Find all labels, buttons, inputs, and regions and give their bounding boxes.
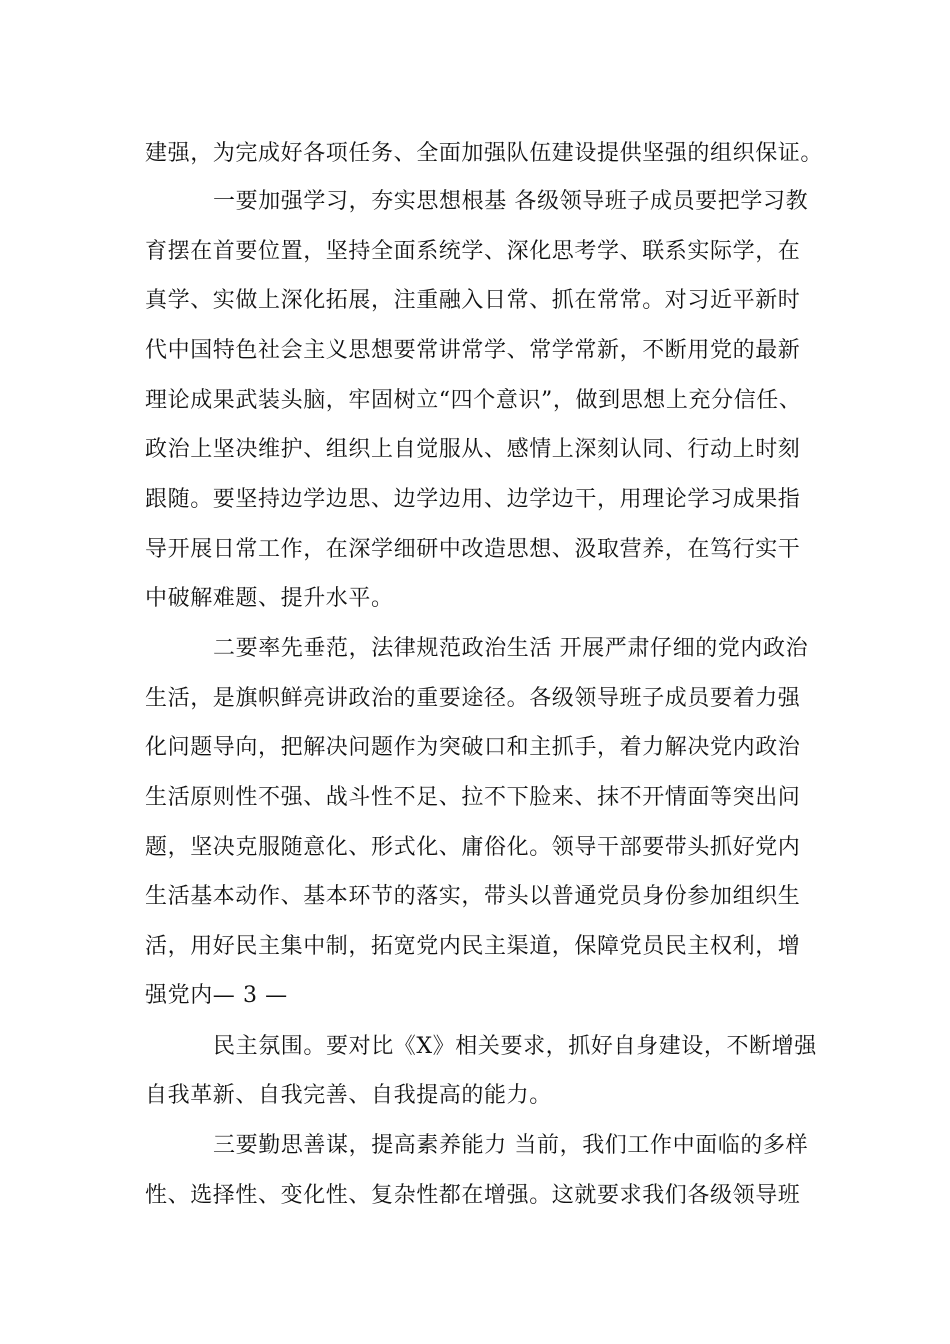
text-line: 理论成果武装头脑，牢固树立“四个意识”，做到思想上充分信任、 bbox=[145, 388, 802, 413]
text-line: 生活原则性不强、战斗性不足、拉不下脸来、抹不开情面等突出问 bbox=[145, 785, 801, 810]
text-line: 跟随。要坚持边学边思、边学边用、边学边干，用理论学习成果指 bbox=[145, 487, 801, 512]
text-line: 生活，是旗帜鲜亮讲政治的重要途径。各级领导班子成员要着力强 bbox=[145, 686, 801, 711]
text-line: 活，用好民主集中制，拓宽党内民主渠道，保障党员民主权利，增 bbox=[145, 934, 801, 959]
paragraph-heading-1: 一要加强学习，夯实思想根基 各级领导班子成员要把学习教 bbox=[213, 189, 809, 214]
text-line: 自我革新、自我完善、自我提高的能力。 bbox=[145, 1083, 552, 1108]
text-line: 中破解难题、提升水平。 bbox=[145, 586, 394, 611]
text-line: 政治上坚决维护、组织上自觉服从、感情上深刻认同、行动上时刻 bbox=[145, 437, 801, 462]
text-line: 建强，为完成好各项任务、全面加强队伍建设提供坚强的组织保证。 bbox=[145, 141, 824, 166]
text-line: 导开展日常工作，在深学细研中改造思想、汲取营养，在笃行实干 bbox=[145, 537, 801, 562]
text-line: 化问题导向，把解决问题作为突破口和主抓手，着力解决党内政治 bbox=[145, 735, 801, 760]
text-line: 代中国特色社会主义思想要常讲常学、常学常新，不断用党的最新 bbox=[145, 338, 801, 363]
paragraph-heading-3: 三要勤思善谋，提高素养能力 当前，我们工作中面临的多样 bbox=[213, 1133, 809, 1158]
text-line: 育摆在首要位置，坚持全面系统学、深化思考学、联系实际学，在 bbox=[145, 239, 801, 264]
paragraph-heading-2: 二要率先垂范，法律规范政治生活 开展严肃仔细的党内政治 bbox=[213, 636, 809, 661]
text-line: 题，坚决克服随意化、形式化、庸俗化。领导干部要带头抓好党内 bbox=[145, 835, 801, 860]
text-line-with-page-number: 强党内— 3 — bbox=[145, 983, 288, 1008]
text-line: 性、选择性、变化性、复杂性都在增强。这就要求我们各级领导班 bbox=[145, 1183, 801, 1208]
text-line: 民主氛围。要对比《X》相关要求，抓好自身建设，不断增强 bbox=[213, 1034, 817, 1059]
text-line: 生活基本动作、基本环节的落实，带头以普通党员身份参加组织生 bbox=[145, 884, 801, 909]
text-line: 真学、实做上深化拓展，注重融入日常、抓在常常。对习近平新时 bbox=[145, 288, 801, 313]
